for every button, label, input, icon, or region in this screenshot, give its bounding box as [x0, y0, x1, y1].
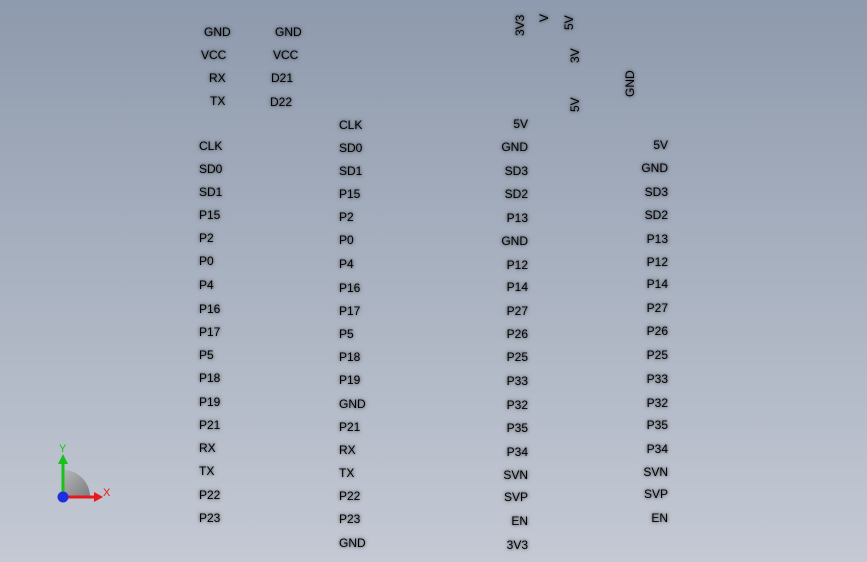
pin-label-gnd: GND — [275, 25, 302, 39]
pin-label: P32 — [506, 398, 528, 412]
vertical-pin-label: 3V — [568, 48, 582, 63]
pin-label: P2 — [199, 231, 214, 245]
vertical-pin-label: V — [537, 13, 551, 22]
pin-label: P16 — [199, 302, 221, 316]
pin-label: RX — [199, 441, 216, 455]
coordinate-triad — [48, 440, 118, 510]
y-axis-label: Y — [59, 443, 67, 455]
pin-label: P17 — [339, 304, 361, 318]
pin-label: P0 — [199, 254, 214, 268]
pin-label: CLK — [339, 118, 363, 132]
pin-label: P27 — [646, 301, 668, 315]
pin-label: P13 — [506, 211, 528, 225]
pin-label-gnd: GND — [204, 25, 231, 39]
pin-label: P17 — [199, 325, 221, 339]
pin-label: P14 — [506, 280, 528, 294]
pin-label: P12 — [646, 255, 668, 269]
vertical-pin-label: GND — [623, 70, 637, 97]
pin-label: P35 — [646, 418, 668, 432]
pin-label: SVN — [643, 465, 668, 479]
pin-label: P13 — [646, 232, 668, 246]
pin-label: P14 — [646, 277, 668, 291]
pin-label-d21: D21 — [271, 71, 294, 85]
pin-label-tx: TX — [210, 94, 226, 108]
pin-label: P32 — [646, 396, 668, 410]
pin-label: P33 — [646, 372, 668, 386]
pin-label: 5V — [513, 117, 528, 131]
pin-label: P5 — [339, 327, 354, 341]
pin-label: P4 — [199, 278, 214, 292]
vertical-pin-label: 5V — [568, 97, 582, 112]
pin-label: SD3 — [504, 164, 528, 178]
pin-label: P19 — [199, 395, 221, 409]
pin-label: SVP — [503, 490, 528, 504]
pin-label: SD2 — [504, 187, 528, 201]
pin-label: P12 — [506, 258, 528, 272]
pin-label: GND — [501, 234, 528, 248]
pin-label: SD0 — [339, 141, 363, 155]
vertical-pin-label: 5V — [562, 15, 576, 30]
pin-label: P26 — [506, 327, 528, 341]
pin-label: P22 — [199, 488, 221, 502]
pin-label: P16 — [339, 281, 361, 295]
pin-label: CLK — [199, 139, 223, 153]
pin-label: SD0 — [199, 162, 223, 176]
pin-label: P2 — [339, 210, 354, 224]
pin-label: GND — [501, 140, 528, 154]
pin-label: P18 — [199, 371, 221, 385]
pin-label: SD1 — [199, 185, 223, 199]
pin-label: P33 — [506, 374, 528, 388]
pin-label: P15 — [199, 208, 221, 222]
pin-label: P4 — [339, 257, 354, 271]
pin-label: P21 — [199, 418, 221, 432]
pin-label-rx: RX — [209, 71, 226, 85]
pin-label: P15 — [339, 187, 361, 201]
pin-label-vcc: VCC — [273, 48, 299, 62]
pin-label: P23 — [199, 511, 221, 525]
pin-label: P21 — [339, 420, 361, 434]
pin-label: P22 — [339, 489, 361, 503]
pin-label: P26 — [646, 324, 668, 338]
vertical-pin-label: 3V3 — [513, 14, 527, 36]
pin-label: P0 — [339, 233, 354, 247]
pin-label: P34 — [646, 442, 668, 456]
pin-label: SVN — [503, 468, 528, 482]
pin-label: P25 — [506, 350, 528, 364]
pin-label: P19 — [339, 373, 361, 387]
pin-label: EN — [651, 511, 668, 525]
pin-label: P35 — [506, 421, 528, 435]
pin-label: GND — [641, 161, 668, 175]
pin-label: SVP — [643, 487, 668, 501]
pin-label: SD3 — [644, 185, 668, 199]
pin-label-d22: D22 — [270, 95, 293, 109]
pin-label: GND — [339, 536, 366, 550]
pin-label: SD2 — [644, 208, 668, 222]
x-axis-label: X — [103, 487, 111, 499]
pin-label: P27 — [506, 304, 528, 318]
pin-label: P5 — [199, 348, 214, 362]
pin-label: P18 — [339, 350, 361, 364]
axis-triad-icon — [48, 440, 118, 510]
pin-label: TX — [199, 464, 215, 478]
pin-label: 5V — [653, 138, 668, 152]
pin-label: RX — [339, 443, 356, 457]
pin-label-vcc: VCC — [201, 48, 227, 62]
pin-label: GND — [339, 397, 366, 411]
pin-label: 3V3 — [506, 538, 528, 552]
pin-label: P23 — [339, 512, 361, 526]
pin-label: P34 — [506, 445, 528, 459]
pin-label: P25 — [646, 348, 668, 362]
pin-label: TX — [339, 466, 355, 480]
pin-label: SD1 — [339, 164, 363, 178]
pin-label: EN — [511, 514, 528, 528]
